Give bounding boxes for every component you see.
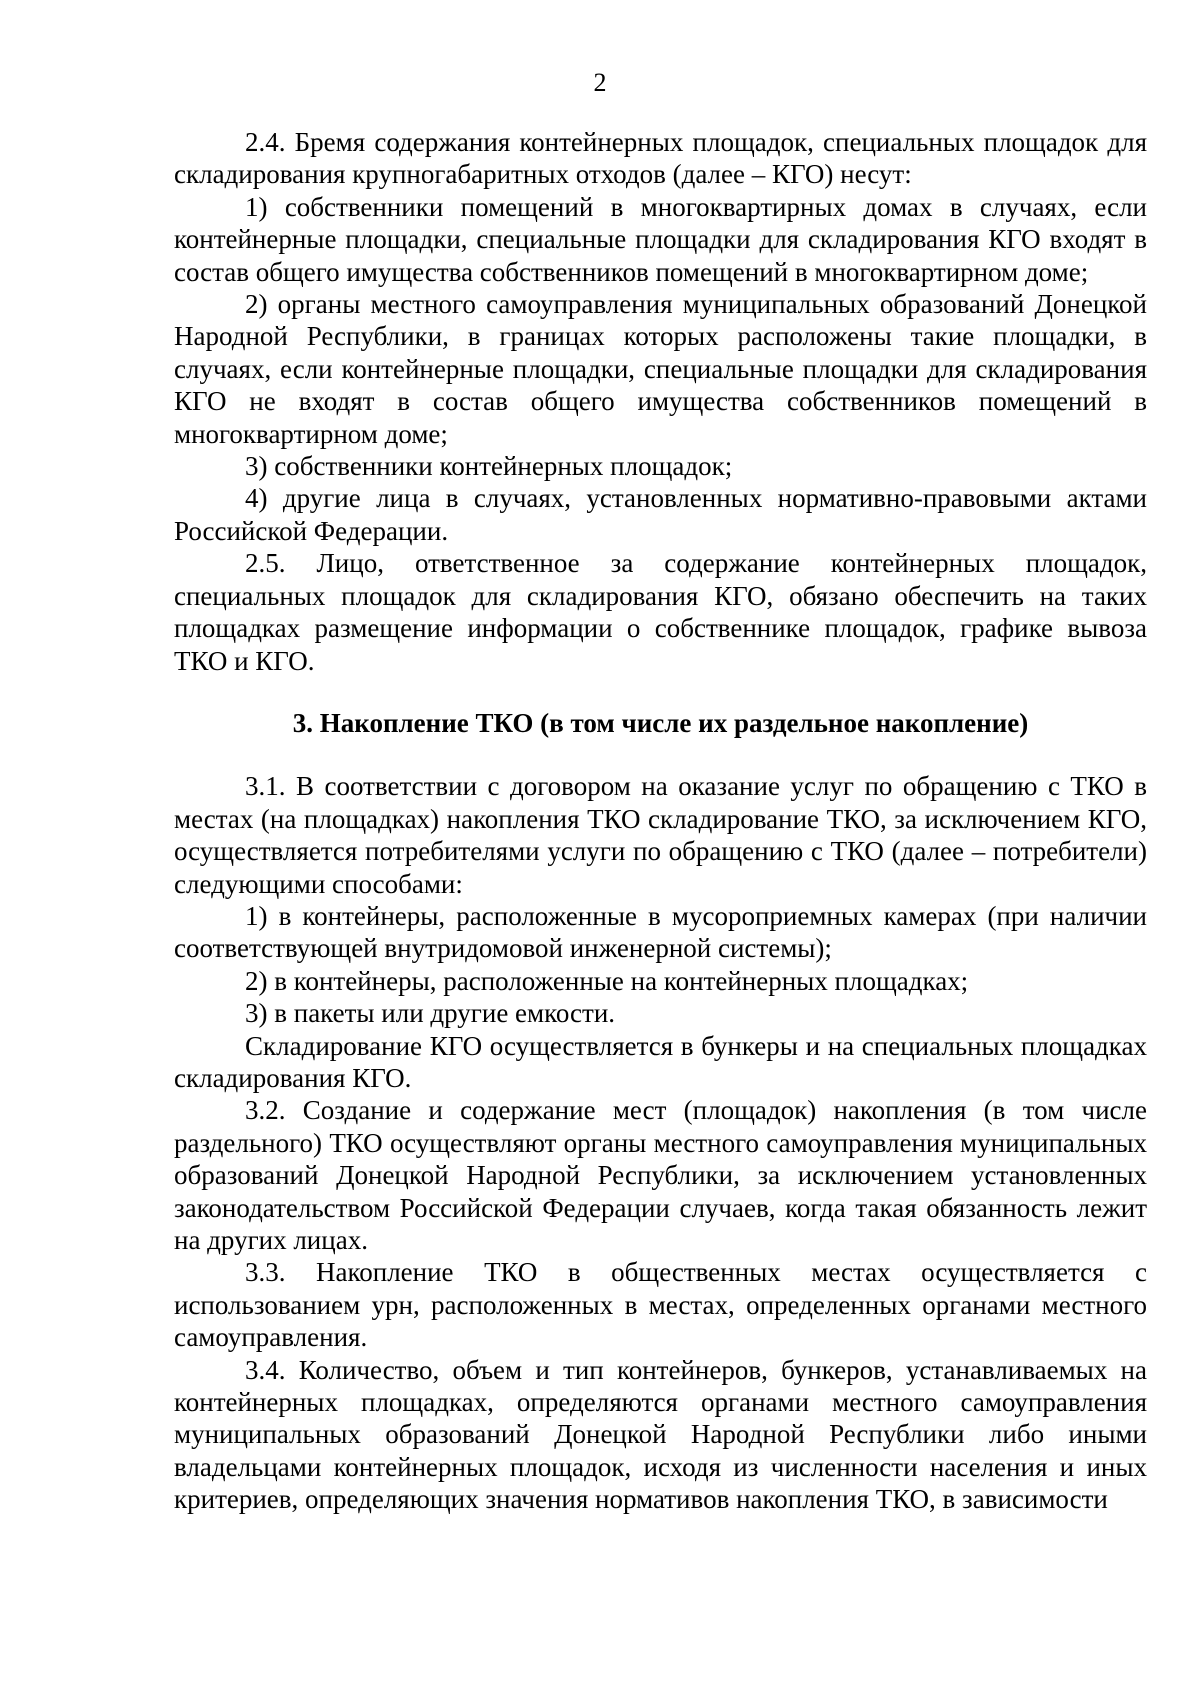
page-number: 2 (593, 68, 607, 97)
list-item-3-1-1: 1) в контейнеры, расположенные в мусороприемных камерах (при наличии соответствующей внутридомовой инженерной системы); (174, 900, 1147, 964)
list-item-2-4-1: 1) собственники помещений в многоквартирных домах в случаях, если контейнерные площадки, специальные площадки для складирования КГО входят в состав общего имущества собственников помещений в многоквартирном доме; (174, 191, 1147, 287)
paragraph-2-4: 2.4. Бремя содержания контейнерных площадок, специальных площадок для складирования крупногабаритных отходов (далее – КГО) несут: (174, 127, 1147, 190)
list-item-2-4-4: 4) другие лица в случаях, установленных нормативно-правовыми актами Российской Федерации. (174, 483, 1147, 546)
paragraph-kgo-storage: Складирование КГО осуществляется в бункеры и на специальных площадках складирования КГО. (174, 1030, 1147, 1093)
list-item-2-4-3: 3) собственники контейнерных площадок; (245, 451, 733, 482)
list-item-3-1-2: 2) в контейнеры, расположенные на контейнерных площадках; (245, 965, 969, 996)
list-item-2-4-2: 2) органы местного самоуправления муниципальных образований Донецкой Народной Республики, в границах которых расположены такие площадки, в случаях, если контейнерные площадки, специальные площадки для складирования КГО не входят в состав общего имущества собственников помещений в многоквартирном доме; (174, 289, 1147, 449)
paragraph-3-3: 3.3. Накопление ТКО в общественных местах осуществляется с использованием урн, расположенных в местах, определенных органами местного самоуправления. (174, 1257, 1147, 1353)
paragraph-2-5: 2.5. Лицо, ответственное за содержание контейнерных площадок, специальных площадок для складирования КГО, обязано обеспечить на таких площадках размещение информации о собственнике площадок, графике вывоза ТКО и КГО. (174, 548, 1147, 676)
section-heading: 3. Накопление ТКО (в том числе их раздельное накопление) (292, 707, 1029, 738)
paragraph-3-4: 3.4. Количество, объем и тип контейнеров, бункеров, устанавливаемых на контейнерных площадках, определяются органами местного самоуправления муниципальных образований Донецкой Народной Республики либо иными владельцами контейнерных площадок, исходя из численности населения и иных критериев, определяющих значения нормативов накопления ТКО, в зависимости (174, 1354, 1147, 1515)
paragraph-3-2: 3.2. Создание и содержание мест (площадок) накопления (в том числе раздельного) ТКО осуществляют органы местного самоуправления муниципальных образований Донецкой Народной Республики, за исключением установленных законодательством Российской Федерации случаев, когда такая обязанность лежит на других лицах. (174, 1095, 1147, 1255)
paragraph-3-1: 3.1. В соответствии с договором на оказание услуг по обращению с ТКО в местах (на площадках) накопления ТКО складирование ТКО, за исключением КГО, осуществляется потребителями услуги по обращению с ТКО (далее – потребители) следующими способами: (174, 771, 1147, 899)
list-item-3-1-3: 3) в пакеты или другие емкости. (245, 998, 616, 1029)
document-body (174, 126, 1147, 1516)
